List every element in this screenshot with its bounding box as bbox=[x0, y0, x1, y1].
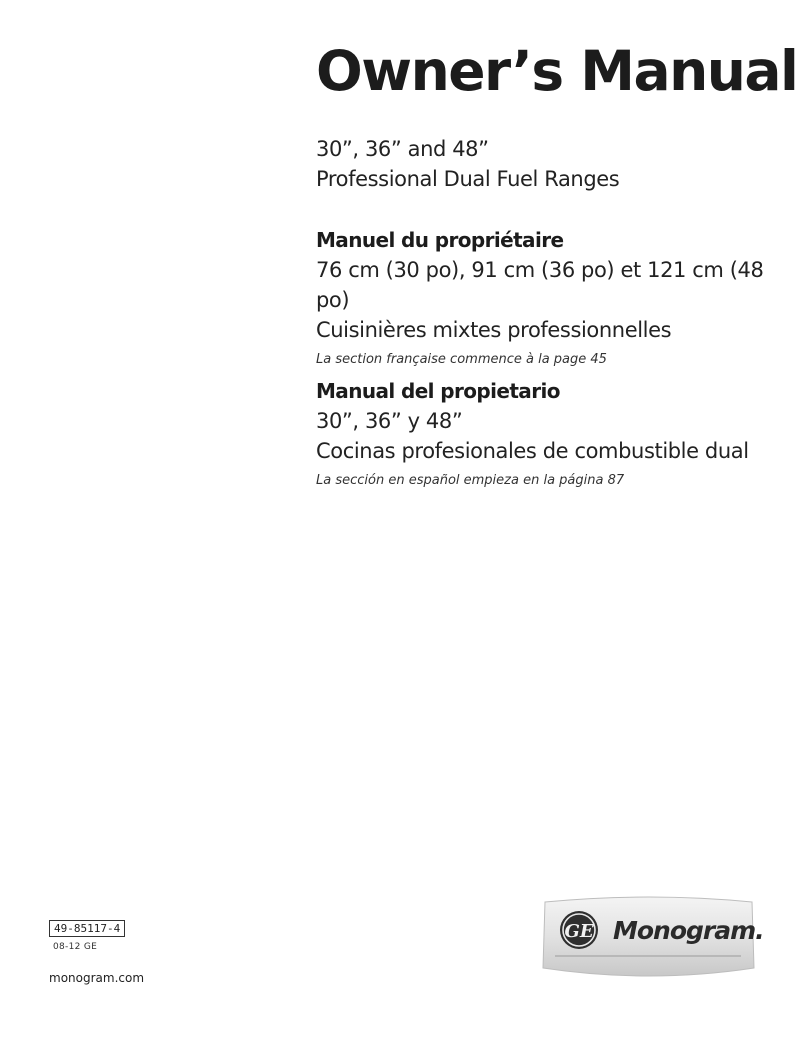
english-section bbox=[316, 134, 619, 194]
part-number: 49-85117-4 bbox=[49, 920, 125, 937]
spanish-product: Cocinas profesionales de combustible dual bbox=[316, 439, 749, 463]
french-section bbox=[316, 226, 802, 369]
spanish-note: La sección en español empieza en la página 87 bbox=[316, 473, 625, 488]
french-product: Cuisinières mixtes professionnelles bbox=[316, 318, 672, 342]
website-url: monogram.com bbox=[49, 971, 145, 985]
french-sizes: 76 cm (30 po), 91 cm (36 po) et 121 cm (48 po) bbox=[316, 258, 764, 312]
french-heading: Manuel du propriétaire bbox=[316, 228, 564, 252]
brand-name: Monogram. bbox=[613, 916, 764, 945]
spanish-heading: Manual del propietario bbox=[316, 379, 560, 403]
french-note: La section française commence à la page 45 bbox=[316, 352, 607, 367]
ge-monogram-icon bbox=[560, 911, 598, 949]
date-code: 08-12 GE bbox=[53, 942, 98, 952]
page-title: Owner’s Manual bbox=[316, 39, 798, 103]
spanish-section bbox=[316, 377, 749, 490]
english-sizes: 30”, 36” and 48” bbox=[316, 137, 489, 161]
spanish-sizes: 30”, 36” y 48” bbox=[316, 409, 463, 433]
svg-text:GE: GE bbox=[564, 921, 594, 942]
monogram-logo-plate bbox=[541, 894, 764, 980]
english-product: Professional Dual Fuel Ranges bbox=[316, 167, 620, 191]
